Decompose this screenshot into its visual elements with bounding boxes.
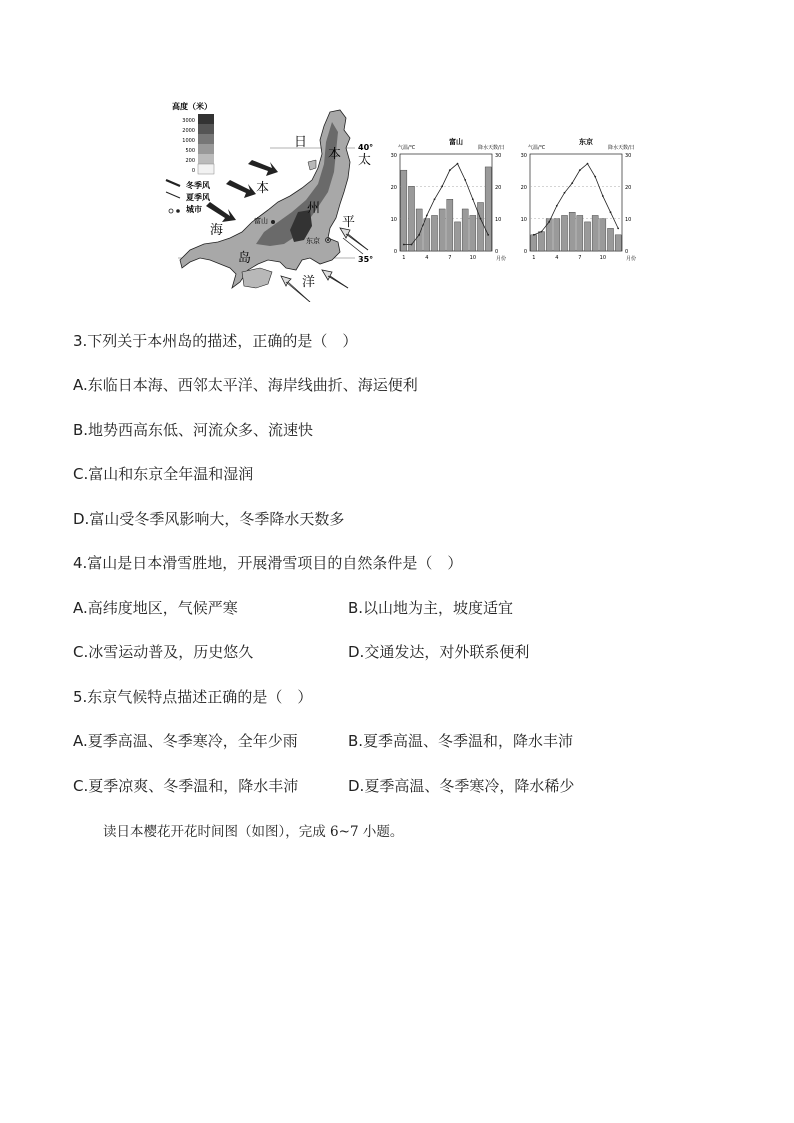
precipitation-bar — [577, 215, 583, 251]
y2-tick-label: 30 — [625, 153, 632, 159]
temperature-point — [426, 215, 428, 217]
precipitation-bar — [561, 215, 567, 251]
legend-item: 夏季风 — [186, 193, 210, 202]
temperature-point — [487, 234, 489, 236]
ocean-label-tai: 太 — [358, 153, 372, 168]
x-tick-label: 10 — [599, 255, 607, 261]
shikoku-island-shape — [242, 268, 272, 288]
precipitation-bar — [600, 219, 606, 251]
y-tick-label: 30 — [520, 153, 527, 159]
y2-tick-label: 0 — [625, 249, 629, 255]
winter-wind-arrow — [206, 202, 236, 222]
temperature-point — [411, 244, 413, 246]
temperature-point — [556, 205, 558, 207]
figure-svg — [160, 92, 640, 302]
latitude-label-40: 40° — [358, 143, 374, 152]
precipitation-bar — [470, 215, 476, 251]
legend-item: 城市 — [186, 205, 202, 214]
option-3a: A.东临日本海、西邻太平洋、海岸线曲折、海运便利 — [73, 376, 418, 394]
option-5c: C.夏季凉爽、冬季温和，降水丰沛 — [73, 777, 299, 795]
option-4d: D.交通发达，对外联系便利 — [348, 643, 530, 661]
island-label-ben: 本 — [328, 147, 342, 162]
temperature-point — [610, 211, 612, 213]
temperature-point — [541, 231, 543, 233]
chart-xlabel: 月份 — [626, 256, 637, 262]
figure-area — [160, 92, 640, 302]
temperature-point — [464, 179, 466, 181]
option-3d: D.富山受冬季风影响大，冬季降水天数多 — [73, 510, 345, 528]
summer-wind-legend-arrow — [166, 192, 180, 198]
option-3c: C.富山和东京全年温和湿润 — [73, 465, 254, 483]
legend-item: 冬季风 — [186, 181, 210, 190]
option-3b: B.地势西高东低、河流众多、流速快 — [73, 421, 314, 439]
temperature-points — [533, 163, 619, 236]
temperature-point — [418, 234, 420, 236]
precipitation-bars — [401, 167, 491, 251]
option-5d: D.夏季高温、冬季寒冷，降水稀少 — [348, 777, 575, 795]
legend-swatch-2000 — [198, 124, 214, 134]
climate-chart-tokyo — [521, 137, 636, 262]
chart-y2label: 降水天数/日 — [608, 145, 635, 151]
city-legend-circle — [169, 209, 173, 213]
y2-tick-label: 20 — [495, 185, 502, 191]
island-label-zhou: 州 — [307, 201, 321, 216]
temperature-point — [533, 234, 535, 236]
x-tick-labels — [532, 255, 606, 261]
temperature-point — [472, 198, 474, 200]
temperature-point — [579, 169, 581, 171]
x-tick-labels — [402, 255, 476, 261]
x-tick-label: 4 — [425, 255, 429, 261]
chart-ylabel: 气温/℃ — [398, 145, 416, 151]
x-tick-label: 4 — [555, 255, 559, 261]
temperature-point — [548, 221, 550, 223]
sea-label-hai: 海 — [210, 223, 224, 238]
chart-title: 东京 — [579, 138, 593, 146]
precipitation-bar — [592, 215, 598, 251]
precipitation-bar — [569, 212, 575, 251]
temperature-point — [602, 195, 604, 197]
precipitation-bar — [462, 209, 468, 251]
city-marker-fushan — [271, 220, 275, 224]
precipitation-bar — [546, 219, 552, 251]
y-tick-label: 10 — [520, 217, 527, 223]
precipitation-bar — [401, 170, 407, 251]
sea-label-ben: 本 — [256, 181, 270, 196]
latitude-label-35: 35° — [358, 255, 374, 264]
y2-tick-label: 10 — [495, 217, 502, 223]
option-4c: C.冰雪运动普及，历史悠久 — [73, 643, 254, 661]
temperature-point — [403, 244, 405, 246]
winter-wind-arrow — [248, 160, 278, 176]
climate-chart-fushan — [391, 137, 506, 262]
chart-ylabel: 气温/℃ — [528, 145, 546, 151]
precipitation-bar — [439, 209, 445, 251]
temperature-point — [594, 176, 596, 178]
question-5: 5.东京气候特点描述正确的是（ ） — [73, 688, 313, 706]
question-3: 3.下列关于本州岛的描述，正确的是（ ） — [73, 332, 358, 350]
x-tick-label: 10 — [469, 255, 477, 261]
temperature-point — [434, 198, 436, 200]
chart-y2label: 降水天数/日 — [478, 145, 505, 151]
precipitation-bar — [584, 222, 590, 251]
chart-title: 富山 — [449, 138, 463, 146]
winter-wind-legend-arrow — [166, 180, 180, 186]
y-tick-label: 20 — [520, 185, 527, 191]
y2-tick-label: 20 — [625, 185, 632, 191]
y2-tick-label: 0 — [495, 249, 499, 255]
legend-title: 高度（米） — [172, 102, 212, 111]
option-5a: A.夏季高温、冬季寒冷，全年少雨 — [73, 732, 298, 750]
x-tick-label: 7 — [448, 255, 452, 261]
option-4b: B.以山地为主，坡度适宜 — [348, 599, 514, 617]
option-4a: A.高纬度地区，气候严寒 — [73, 599, 238, 617]
precipitation-bar — [447, 199, 453, 251]
temperature-point — [617, 227, 619, 229]
temperature-point — [587, 163, 589, 165]
chart-xlabel: 月份 — [496, 256, 507, 262]
japan-map — [166, 101, 373, 302]
summer-wind-arrow-shaft — [328, 276, 348, 288]
legend-swatch-500 — [198, 144, 214, 154]
city-marker-tokyo-dot — [327, 239, 329, 241]
y-tick-label: 10 — [390, 217, 397, 223]
precipitation-bar — [454, 222, 460, 251]
y2-tick-label: 30 — [495, 153, 502, 159]
precipitation-bars — [531, 212, 621, 251]
temperature-points — [403, 163, 489, 246]
legend-level: 1000 — [182, 138, 195, 144]
precipitation-bar — [615, 235, 621, 251]
legend-level: 200 — [185, 158, 195, 164]
winter-wind-arrow — [226, 180, 256, 198]
temperature-point — [564, 192, 566, 194]
ocean-label-yang: 洋 — [302, 275, 316, 290]
sado-island-shape — [308, 160, 316, 170]
x-tick-label: 1 — [532, 255, 536, 261]
y-tick-label: 20 — [390, 185, 397, 191]
city-legend-dot — [176, 209, 180, 213]
city-label-tokyo: 东京 — [306, 237, 320, 245]
city-label-fushan: 富山 — [254, 217, 268, 225]
temperature-point — [441, 185, 443, 187]
precipitation-bar — [424, 219, 430, 251]
summer-wind-arrow-shaft — [346, 234, 368, 250]
sea-label-ri: 日 — [294, 135, 308, 150]
question-4: 4.富山是日本滑雪胜地，开展滑雪项目的自然条件是（ ） — [73, 554, 463, 572]
precipitation-bar — [538, 232, 544, 251]
option-5b: B.夏季高温、冬季温和，降水丰沛 — [348, 732, 574, 750]
precipitation-bar — [477, 203, 483, 252]
legend-swatch-1000 — [198, 134, 214, 144]
precipitation-bar — [607, 228, 613, 251]
legend-level: 2000 — [182, 128, 195, 134]
ocean-label-ping: 平 — [342, 215, 356, 230]
temperature-point — [457, 163, 459, 165]
precipitation-bar — [554, 219, 560, 251]
legend-level: 3000 — [182, 118, 195, 124]
legend-swatch-3000 — [198, 114, 214, 124]
temperature-point — [449, 169, 451, 171]
legend-swatch-0 — [198, 164, 214, 174]
precipitation-bar — [531, 235, 537, 251]
island-label-dao: 岛 — [238, 251, 252, 266]
legend-swatch-200 — [198, 154, 214, 164]
x-tick-label: 7 — [578, 255, 582, 261]
precipitation-bar — [485, 167, 491, 251]
temperature-point — [480, 218, 482, 220]
legend-level: 0 — [191, 168, 195, 174]
y-tick-label: 0 — [393, 249, 397, 255]
y-tick-label: 30 — [390, 153, 397, 159]
precipitation-bar — [431, 215, 437, 251]
y2-tick-label: 10 — [625, 217, 632, 223]
x-tick-label: 1 — [402, 255, 406, 261]
temperature-point — [571, 182, 573, 184]
summer-wind-arrow-shaft — [343, 238, 363, 254]
intro-text: 读日本樱花开花时间图（如图），完成 6~7 小题。 — [103, 824, 404, 840]
legend-level: 500 — [185, 148, 195, 154]
y-tick-label: 0 — [523, 249, 527, 255]
